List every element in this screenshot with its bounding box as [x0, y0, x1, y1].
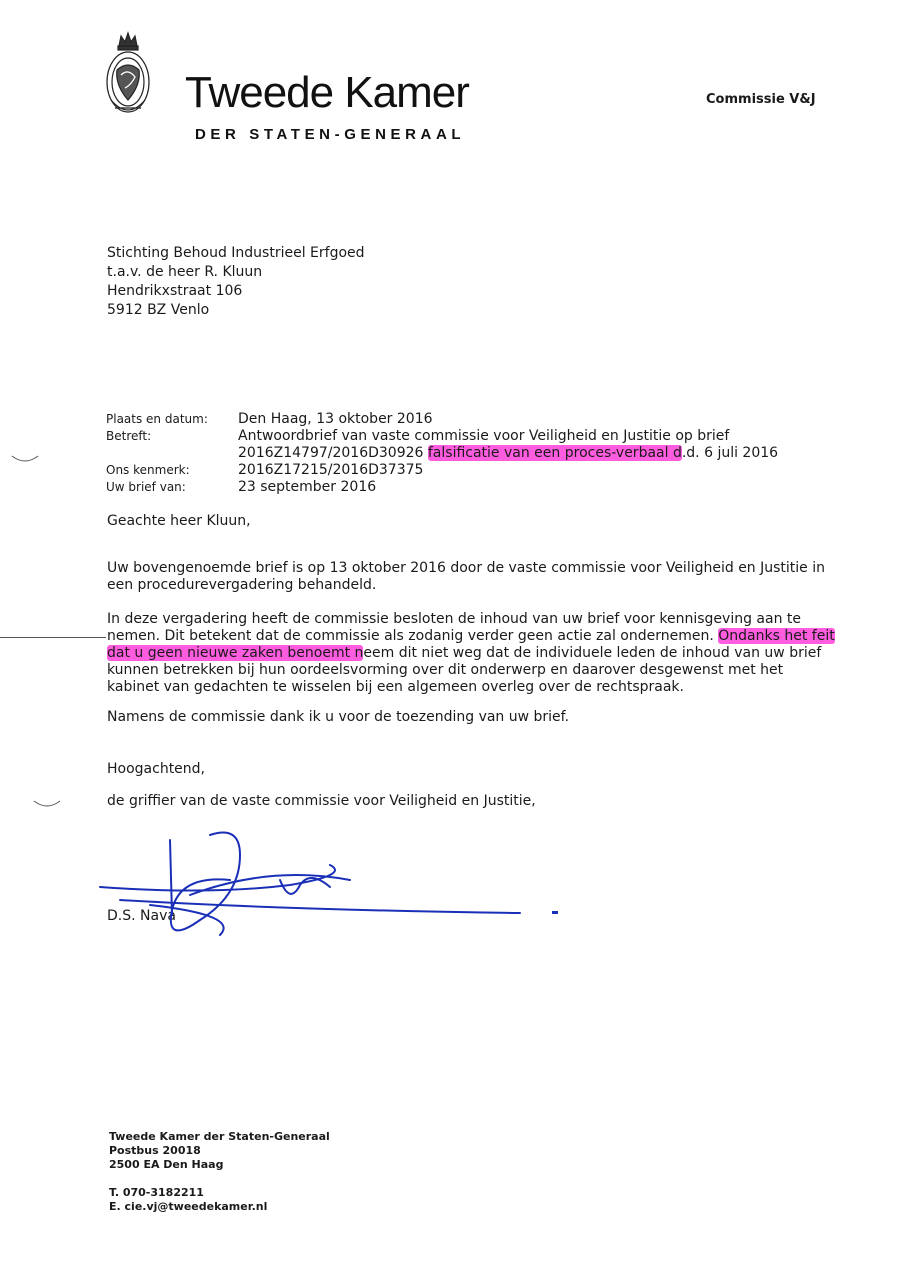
paragraph-2: [107, 611, 835, 696]
handwritten-signature: [90, 825, 570, 950]
text-segment: nemen. Dit betekent dat de commissie als zodanig verder geen actie zal ondernemen.: [107, 628, 719, 644]
salutation: Geachte heer Kluun,: [107, 513, 251, 529]
paragraph-1: [107, 560, 827, 594]
punch-hole-mark: [32, 795, 62, 815]
meta-label: Betreft:: [106, 429, 152, 443]
signer-name: D.S. Nava: [107, 908, 176, 924]
sender-title: de griffier van de vaste commissie voor Veiligheid en Justitie,: [107, 793, 536, 809]
text-line: Uw bovengenoemde brief is op 13 oktober 2016 door de vaste commissie voor Veiligheid en Justitie in: [107, 560, 826, 576]
footer-address: [109, 1130, 330, 1214]
meta-label: Ons kenmerk:: [106, 463, 190, 477]
address-line: Hendrikxstraat 106: [107, 283, 243, 299]
text-line: kabinet van gedachten te wisselen bij een algemeen overleg over de rechtspraak.: [107, 679, 684, 695]
recipient-address: [107, 244, 365, 320]
meta-value: [238, 445, 778, 462]
address-line: Stichting Behoud Industrieel Erfgoed: [107, 245, 365, 261]
address-line: 5912 BZ Venlo: [107, 302, 210, 318]
footer-phone: T. 070-3182211: [109, 1186, 204, 1199]
paragraph-3: Namens de commissie dank ik u voor de toezending van uw brief.: [107, 709, 570, 725]
punch-hole-mark: [10, 450, 40, 470]
committee-name: Commissie V&J: [706, 92, 816, 107]
highlighted-text: falsificatie van een proces-verbaal d: [427, 445, 682, 461]
closing: Hoogachtend,: [107, 761, 206, 777]
meta-value: Den Haag, 13 oktober 2016: [238, 411, 433, 427]
highlighted-text: dat u geen nieuwe zaken benoemt n: [107, 645, 364, 661]
brand-title: Tweede Kamer: [185, 68, 469, 117]
fold-line: [0, 637, 106, 638]
coat-of-arms-logo: [103, 30, 153, 122]
text-segment: eem dit niet weg dat de individuele leden de inhoud van uw brief: [363, 645, 822, 661]
meta-value: 2016Z17215/2016D37375: [238, 462, 424, 478]
highlighted-text: Ondanks het feit: [718, 628, 835, 644]
footer-line: Tweede Kamer der Staten-Generaal: [109, 1130, 330, 1143]
footer-email: E. cie.vj@tweedekamer.nl: [109, 1200, 268, 1213]
text-line: kunnen betrekken bij hun oordeelsvorming over dit onderwerp en daarover desgewenst met het: [107, 662, 784, 678]
meta-label: Plaats en datum:: [106, 412, 208, 426]
text-line: een procedurevergadering behandeld.: [107, 577, 377, 593]
meta-value: 23 september 2016: [238, 479, 377, 495]
meta-value: Antwoordbrief van vaste commissie voor Veiligheid en Justitie op brief: [238, 428, 730, 444]
footer-line: 2500 EA Den Haag: [109, 1158, 224, 1171]
text-line: [107, 628, 835, 645]
meta-label: Uw brief van:: [106, 480, 186, 494]
text-line: In deze vergadering heeft de commissie besloten de inhoud van uw brief voor kennisgeving aan te: [107, 611, 801, 627]
subject-ref: 2016Z14797/2016D30926: [238, 445, 428, 461]
text-line: [107, 645, 827, 662]
footer-line: Postbus 20018: [109, 1144, 201, 1157]
subject-date: .d. 6 juli 2016: [681, 445, 779, 461]
address-line: t.a.v. de heer R. Kluun: [107, 264, 263, 280]
brand-subtitle: DER STATEN-GENERAAL: [195, 126, 466, 143]
